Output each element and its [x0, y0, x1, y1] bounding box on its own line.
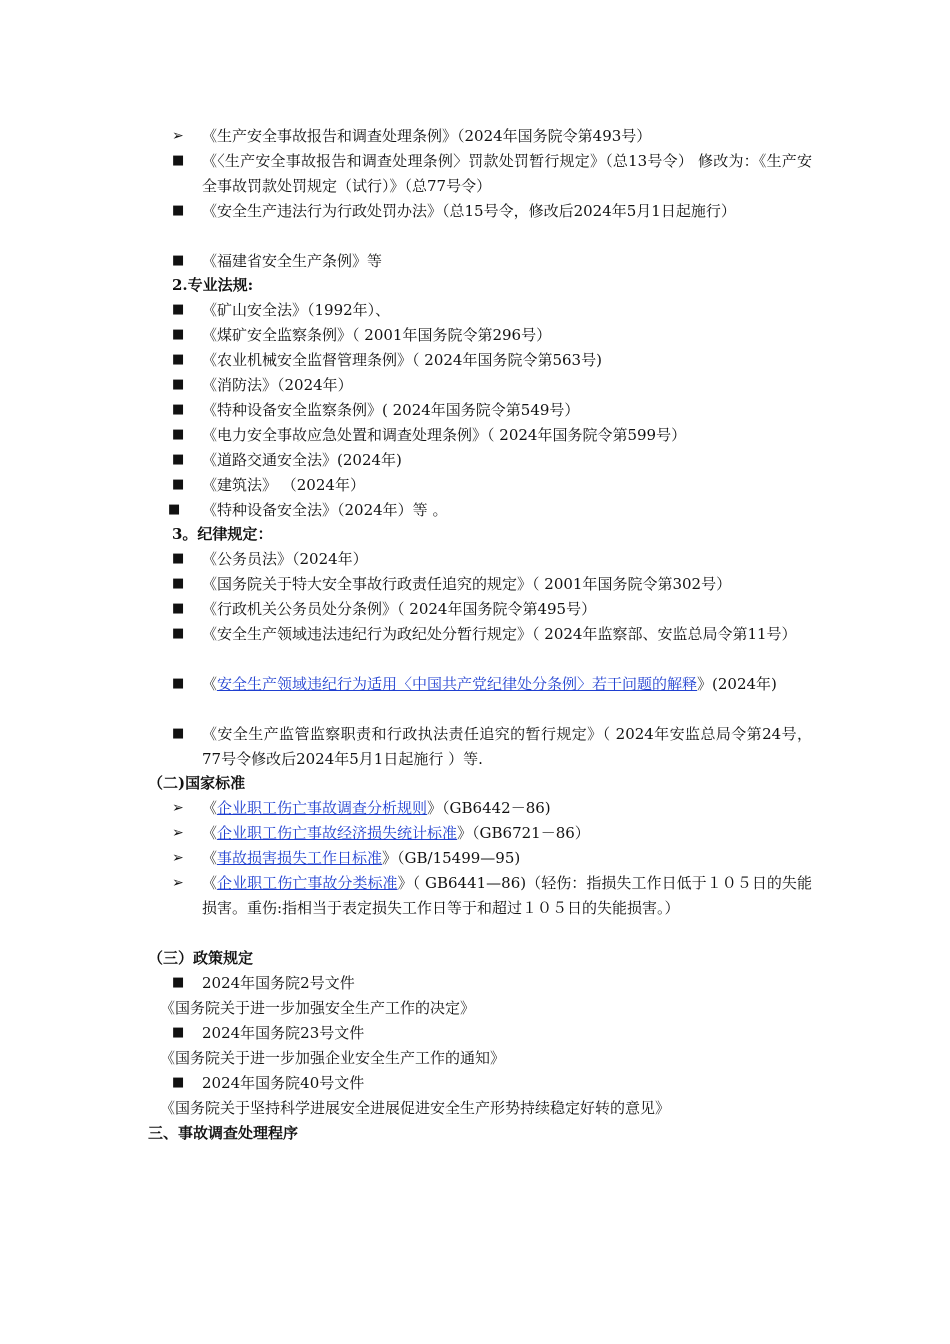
- square-bullet-icon: ■: [172, 1025, 185, 1040]
- standard-code: 》（GB/15499—95): [382, 849, 521, 867]
- policy-doc-title: 《国务院关于坚持科学进展安全进展促进安全生产形势持续稳定好转的意见》: [160, 1099, 671, 1117]
- list-item: [172, 622, 812, 647]
- arrow-bullet-icon: ➢: [172, 128, 184, 144]
- list-item-text: [202, 672, 812, 697]
- square-bullet-icon: ■: [172, 626, 185, 641]
- list-item: [172, 473, 812, 498]
- open-quote: 《: [202, 824, 218, 842]
- list-item: [168, 498, 808, 523]
- policy-title: （三）政策规定: [148, 949, 254, 967]
- national-standards-title: （二)国家标准: [148, 774, 246, 792]
- square-bullet-icon: ■: [172, 551, 185, 566]
- list-item-text: [202, 846, 812, 871]
- open-quote: 《: [202, 874, 218, 892]
- list-item-text: 《生产安全事故报告和调查处理条例》（2024年国务院令第493号）: [202, 127, 652, 145]
- square-bullet-icon: ■: [168, 502, 181, 517]
- list-item-text: 《安全生产违法行为行政处罚办法》（总15号令，修改后2024年5月1日起施行）: [202, 202, 736, 220]
- policy-doc-title: 《国务院关于进一步加强安全生产工作的决定》: [160, 999, 476, 1017]
- list-item: [172, 1021, 812, 1046]
- policy-doc-number: 2024年国务院2号文件: [202, 974, 355, 992]
- standard-code: 》（ GB6441—86)（轻伤：指损失工作日低于１０５日的失能损害。重伤:指相当于表定损失工作日等于和超过１０５日的失能损害。）: [202, 874, 812, 917]
- square-bullet-icon: ■: [172, 576, 185, 591]
- list-item: [172, 249, 812, 274]
- arrow-bullet-icon: ➢: [172, 800, 184, 816]
- square-bullet-icon: ■: [172, 477, 185, 492]
- link-suffix: 》(2024年): [697, 675, 777, 693]
- standard-link[interactable]: 事故损害损失工作日标准: [217, 849, 383, 867]
- square-bullet-icon: ■: [172, 377, 185, 392]
- list-item: [172, 199, 812, 224]
- list-item-text: 《农业机械安全监督管理条例》（ 2024年国务院令第563号): [202, 351, 602, 369]
- list-item: [172, 796, 812, 821]
- square-bullet-icon: ■: [172, 352, 185, 367]
- list-item-text: 《矿山安全法》（1992年）、: [202, 301, 391, 319]
- list-item: [172, 423, 812, 448]
- list-item-text: 《福建省安全生产条例》等: [202, 252, 383, 270]
- list-item: [172, 1071, 812, 1096]
- list-item: [172, 846, 812, 871]
- square-bullet-icon: ■: [172, 676, 185, 691]
- list-item-text: 《建筑法》 （2024年）: [202, 476, 365, 494]
- list-item-text: 《〈生产安全事故报告和调查处理条例〉罚款处罚暂行规定》（总13号令） 修改为：《生产安全事故罚款处罚规定（试行）》（总77号令）: [202, 152, 812, 195]
- list-item: [172, 722, 812, 771]
- list-item-text: 《行政机关公务员处分条例》（ 2024年国务院令第495号）: [202, 600, 597, 618]
- list-item-text: 《安全生产监管监察职责和行政执法责任追究的暂行规定》（ 2024年安监总局令第24号，77号令修改后2024年5月1日起施行 ）等.: [202, 725, 812, 768]
- policy-doc-number: 2024年国务院40号文件: [202, 1074, 365, 1092]
- list-item: [172, 398, 812, 423]
- list-item: [172, 547, 812, 572]
- arrow-bullet-icon: ➢: [172, 875, 184, 891]
- standard-link[interactable]: 企业职工伤亡事故调查分析规则: [217, 799, 428, 817]
- list-item: [172, 373, 812, 398]
- arrow-bullet-icon: ➢: [172, 825, 184, 841]
- list-item-text: 《消防法》（2024年）: [202, 376, 353, 394]
- standard-link[interactable]: 企业职工伤亡事故分类标准: [217, 874, 398, 892]
- section-2-title: 2.专业法规:: [172, 276, 254, 294]
- list-item: [172, 821, 812, 846]
- open-quote: 《: [202, 799, 218, 817]
- list-item: [172, 323, 812, 348]
- policy-doc-title: 《国务院关于进一步加强企业安全生产工作的通知》: [160, 1049, 506, 1067]
- section-3-title: 3。纪律规定：: [172, 525, 273, 543]
- list-item: [172, 149, 812, 198]
- list-item: [172, 448, 812, 473]
- policy-doc-number: 2024年国务院23号文件: [202, 1024, 365, 1042]
- list-item-text: 《特种设备安全法》（2024年）等 。: [202, 501, 448, 519]
- square-bullet-icon: ■: [172, 1075, 185, 1090]
- open-quote: 《: [202, 849, 218, 867]
- list-item: [172, 124, 812, 149]
- list-item: [172, 597, 812, 622]
- list-item-text: 《国务院关于特大安全事故行政责任追究的规定》（ 2001年国务院令第302号）: [202, 575, 732, 593]
- list-item-text: 《电力安全事故应急处置和调查处理条例》（ 2024年国务院令第599号）: [202, 426, 687, 444]
- square-bullet-icon: ■: [172, 427, 185, 442]
- list-item-text: 《煤矿安全监察条例》（ 2001年国务院令第296号）: [202, 326, 552, 344]
- square-bullet-icon: ■: [172, 153, 185, 168]
- list-item-text: [202, 796, 812, 821]
- list-item-text: 《特种设备安全监察条例》( 2024年国务院令第549号）: [202, 401, 580, 419]
- arrow-bullet-icon: ➢: [172, 850, 184, 866]
- square-bullet-icon: ■: [172, 253, 185, 268]
- section-three-title: 三、事故调查处理程序: [148, 1124, 299, 1142]
- list-item: [172, 298, 812, 323]
- square-bullet-icon: ■: [172, 975, 185, 990]
- square-bullet-icon: ■: [172, 402, 185, 417]
- list-item: [172, 971, 812, 996]
- list-item: [172, 348, 812, 373]
- list-item: [172, 871, 812, 920]
- list-item: [172, 672, 812, 697]
- list-item-text: 《公务员法》（2024年）: [202, 550, 368, 568]
- open-quote: 《: [202, 675, 218, 693]
- square-bullet-icon: ■: [172, 327, 185, 342]
- square-bullet-icon: ■: [172, 302, 185, 317]
- square-bullet-icon: ■: [172, 601, 185, 616]
- standard-link[interactable]: 企业职工伤亡事故经济损失统计标准: [217, 824, 458, 842]
- list-item-text: 《道路交通安全法》(2024年): [202, 451, 402, 469]
- regulation-link[interactable]: 安全生产领域违纪行为适用〈中国共产党纪律处分条例〉若干问题的解释: [217, 675, 698, 693]
- standard-code: 》（GB6442－86): [427, 799, 551, 817]
- square-bullet-icon: ■: [172, 203, 185, 218]
- list-item-text: [202, 871, 812, 920]
- square-bullet-icon: ■: [172, 726, 185, 741]
- standard-code: 》（GB6721－86）: [457, 824, 590, 842]
- square-bullet-icon: ■: [172, 452, 185, 467]
- list-item-text: [202, 821, 812, 846]
- list-item-text: 《安全生产领域违法违纪行为政纪处分暂行规定》（ 2024年监察部、安监总局令第11号）: [202, 625, 797, 643]
- list-item: [172, 572, 812, 597]
